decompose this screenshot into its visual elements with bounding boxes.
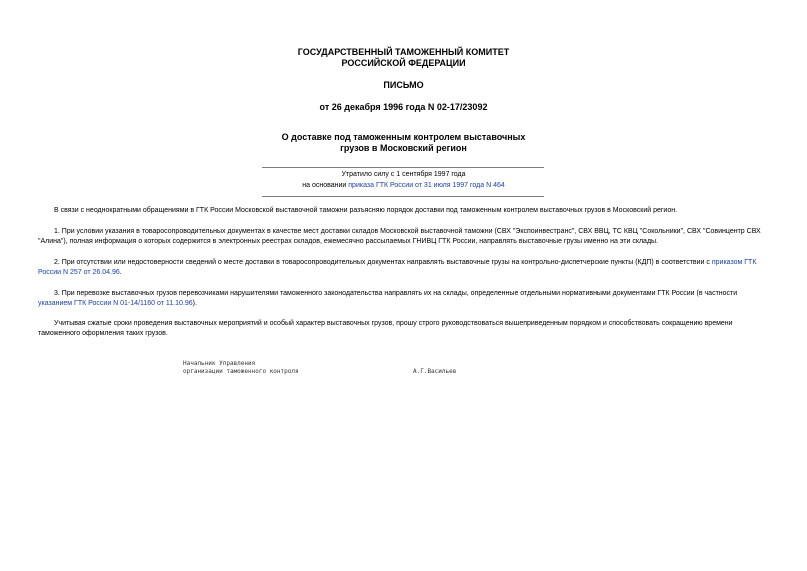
repeal-order-link[interactable]: приказа ГТК России от 31 июля 1997 года N 464 [348, 182, 505, 189]
org-line-2: РОССИЙСКОЙ ФЕДЕРАЦИИ [341, 58, 466, 68]
paragraph-item-3 [38, 289, 771, 309]
paragraph-item-3-end: ). [192, 300, 197, 307]
org-line-1: ГОСУДАРСТВЕННЫЙ ТАМОЖЕННЫЙ КОМИТЕТ [297, 47, 510, 57]
paragraph-item-3-text: 3. При перевозке выставочных грузов перевозчиками нарушителями таможенного законодательства направлять их на склады, определенные отдельными нормативными документами ГТК России (в частности [54, 290, 738, 297]
order-257-link[interactable]: приказом ГТК России N 257 от 26.04.96 [38, 259, 757, 276]
signatory-position-line-1: Начальник Управления [183, 360, 256, 367]
validity-note-line-2 [0, 181, 807, 191]
validity-note-prefix: на основании [302, 182, 349, 189]
paragraph-closing: Учитывая сжатые сроки проведения выставочных мероприятий и особый характер выставочных грузов, прошу строго руководствоваться вышеприведенным порядком и способствовать сокращению времени таможенного оформления таких грузов. [38, 320, 733, 337]
subject-line-1: О доставке под таможенным контролем выставочных [281, 132, 526, 142]
document-type: ПИСЬМО [383, 80, 424, 90]
signatory-name: А.Г.Васильев [413, 368, 457, 375]
document-subject [0, 132, 807, 154]
validity-note-line-1: Утратило силу с 1 сентября 1997 года [341, 171, 466, 178]
note-divider-bottom [262, 196, 544, 197]
document-date-number: от 26 декабря 1996 года N 02-17/23092 [319, 102, 488, 112]
paragraph-item-1: 1. При условии указания в товаросопроводительных документах в качестве мест доставки складов Московской выставочной таможни (СВХ "Экспоинвестранс", СВХ ВВЦ, ТС КВЦ "Сокольники", СВХ "Совинцентр СВХ "Алина"), полная информация о которых содержится в электронных реестрах складов, ежемесячно рассылаемых ГНИВЦ ГТК России, направлять выставочные грузы именно на эти склады. [38, 228, 761, 245]
paragraph-item-2-text: 2. При отсутствии или недостоверности сведений о месте доставки в товаросопроводительных документах направлять выставочные грузы на контрольно-диспетчерские пункты (КДП) в соответствии с [54, 259, 712, 266]
subject-line-2: грузов в Московский регион [340, 143, 467, 153]
issuing-organization [0, 47, 807, 69]
paragraph-item-2-end: . [119, 269, 122, 276]
note-divider-top [262, 167, 544, 168]
paragraph-item-2 [38, 258, 771, 278]
signatory-position-line-2: организации таможенного контроля [183, 368, 299, 375]
paragraph-intro: В связи с неоднократными обращениями в ГТК России Московской выставочной таможни разъясняю порядок доставки под таможенным контролем выставочных грузов в Московский регион. [54, 207, 678, 214]
instruction-1160-link[interactable]: указанием ГТК России N 01-14/1160 от 11.10.96 [38, 300, 193, 307]
